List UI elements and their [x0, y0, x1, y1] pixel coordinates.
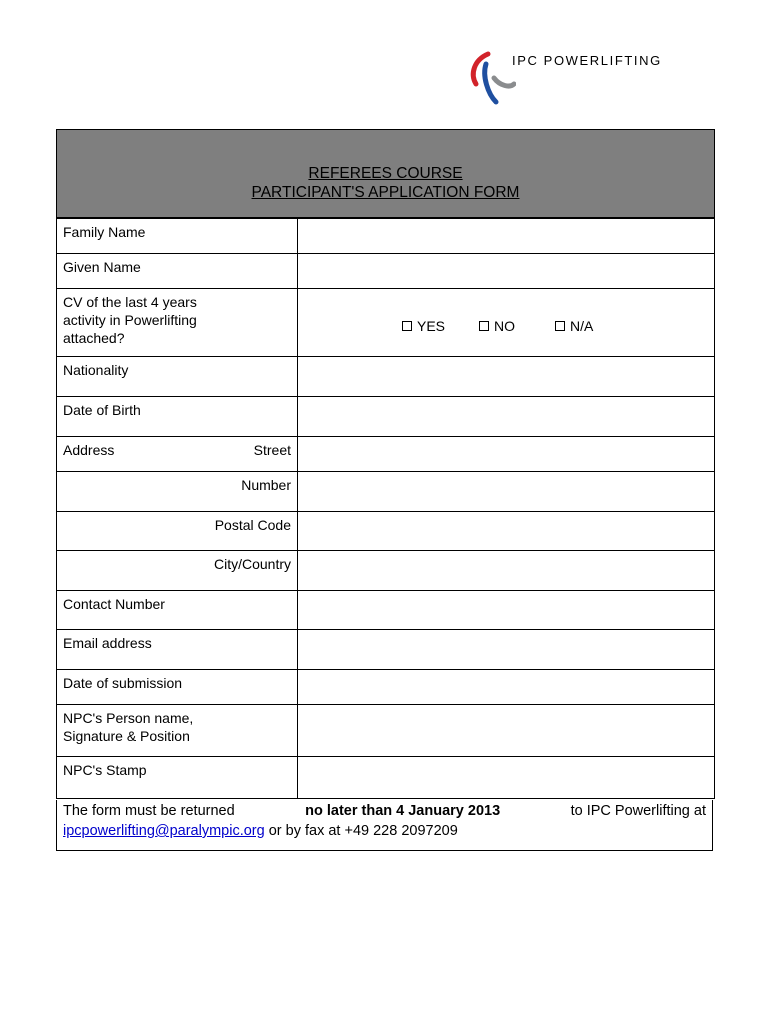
row-date-of-submission [57, 670, 714, 705]
form-title-line1: REFEREES COURSE [308, 165, 463, 182]
label-npc-person-line1: NPC's Person name, [63, 710, 194, 726]
cv-options [298, 289, 715, 357]
input-date-of-birth[interactable] [298, 397, 715, 437]
footer-part3: or by fax at +49 228 2097209 [268, 823, 458, 839]
checkbox-icon [479, 321, 489, 331]
row-address-street [57, 437, 714, 472]
logo-text: IPC POWERLIFTING [512, 53, 662, 68]
checkbox-icon [402, 321, 412, 331]
label-city-country: City/Country [57, 551, 298, 591]
input-date-of-submission[interactable] [298, 670, 715, 705]
label-address-text: Address [63, 442, 115, 458]
input-contact-number[interactable] [298, 591, 715, 630]
label-postal-code: Postal Code [57, 512, 298, 551]
label-given-name: Given Name [57, 254, 298, 289]
label-npc-person [57, 705, 298, 757]
label-email-address: Email address [57, 630, 298, 670]
label-nationality: Nationality [57, 357, 298, 397]
checkbox-icon [555, 321, 565, 331]
label-cv-line3: attached? [63, 330, 125, 346]
input-npc-person[interactable] [298, 705, 715, 757]
label-cv-line2: activity in Powerlifting [63, 312, 197, 328]
row-family-name [57, 219, 714, 254]
input-postal-code[interactable] [298, 512, 715, 551]
input-nationality[interactable] [298, 357, 715, 397]
footer-part2: to IPC Powerlifting at [570, 803, 706, 819]
checkbox-no-label: NO [494, 317, 516, 334]
label-contact-number: Contact Number [57, 591, 298, 630]
checkbox-yes[interactable] [402, 318, 445, 334]
row-cv [57, 289, 714, 357]
label-npc-person-line2: Signature & Position [63, 728, 190, 744]
checkbox-yes-label: YES [417, 317, 446, 334]
row-postal-code [57, 512, 714, 551]
input-street[interactable] [298, 437, 715, 472]
form-footer-note [56, 800, 713, 851]
row-city-country [57, 551, 714, 591]
label-date-of-submission: Date of submission [57, 670, 298, 705]
input-npc-stamp[interactable] [298, 757, 715, 799]
checkbox-na-label: N/A [570, 317, 594, 334]
row-nationality [57, 357, 714, 397]
label-cv [57, 289, 298, 357]
row-npc-stamp [57, 757, 714, 799]
checkbox-no[interactable] [479, 318, 515, 334]
label-npc-stamp: NPC's Stamp [57, 757, 298, 799]
label-number: Number [57, 472, 298, 512]
checkbox-na[interactable] [555, 318, 593, 334]
label-cv-line1: CV of the last 4 years [63, 294, 197, 310]
form-table [57, 218, 714, 799]
input-given-name[interactable] [298, 254, 715, 289]
agitos-icon [466, 50, 516, 112]
label-street: Street [253, 442, 291, 458]
row-date-of-birth [57, 397, 714, 437]
input-city-country[interactable] [298, 551, 715, 591]
footer-part1: The form must be returned [63, 803, 235, 819]
input-email-address[interactable] [298, 630, 715, 670]
row-contact-number [57, 591, 714, 630]
label-address [57, 437, 298, 472]
form-title-line2: PARTICIPANT'S APPLICATION FORM [251, 184, 520, 201]
row-given-name [57, 254, 714, 289]
row-npc-person [57, 705, 714, 757]
form-header [57, 130, 714, 218]
label-date-of-birth: Date of Birth [57, 397, 298, 437]
row-number [57, 472, 714, 512]
input-number[interactable] [298, 472, 715, 512]
footer-deadline: no later than 4 January 2013 [305, 803, 501, 819]
ipc-powerlifting-logo [466, 50, 696, 114]
footer-email-link[interactable]: ipcpowerlifting@paralympic.org [63, 823, 265, 839]
application-form [56, 129, 715, 799]
input-family-name[interactable] [298, 219, 715, 254]
label-family-name: Family Name [57, 219, 298, 254]
row-email-address [57, 630, 714, 670]
